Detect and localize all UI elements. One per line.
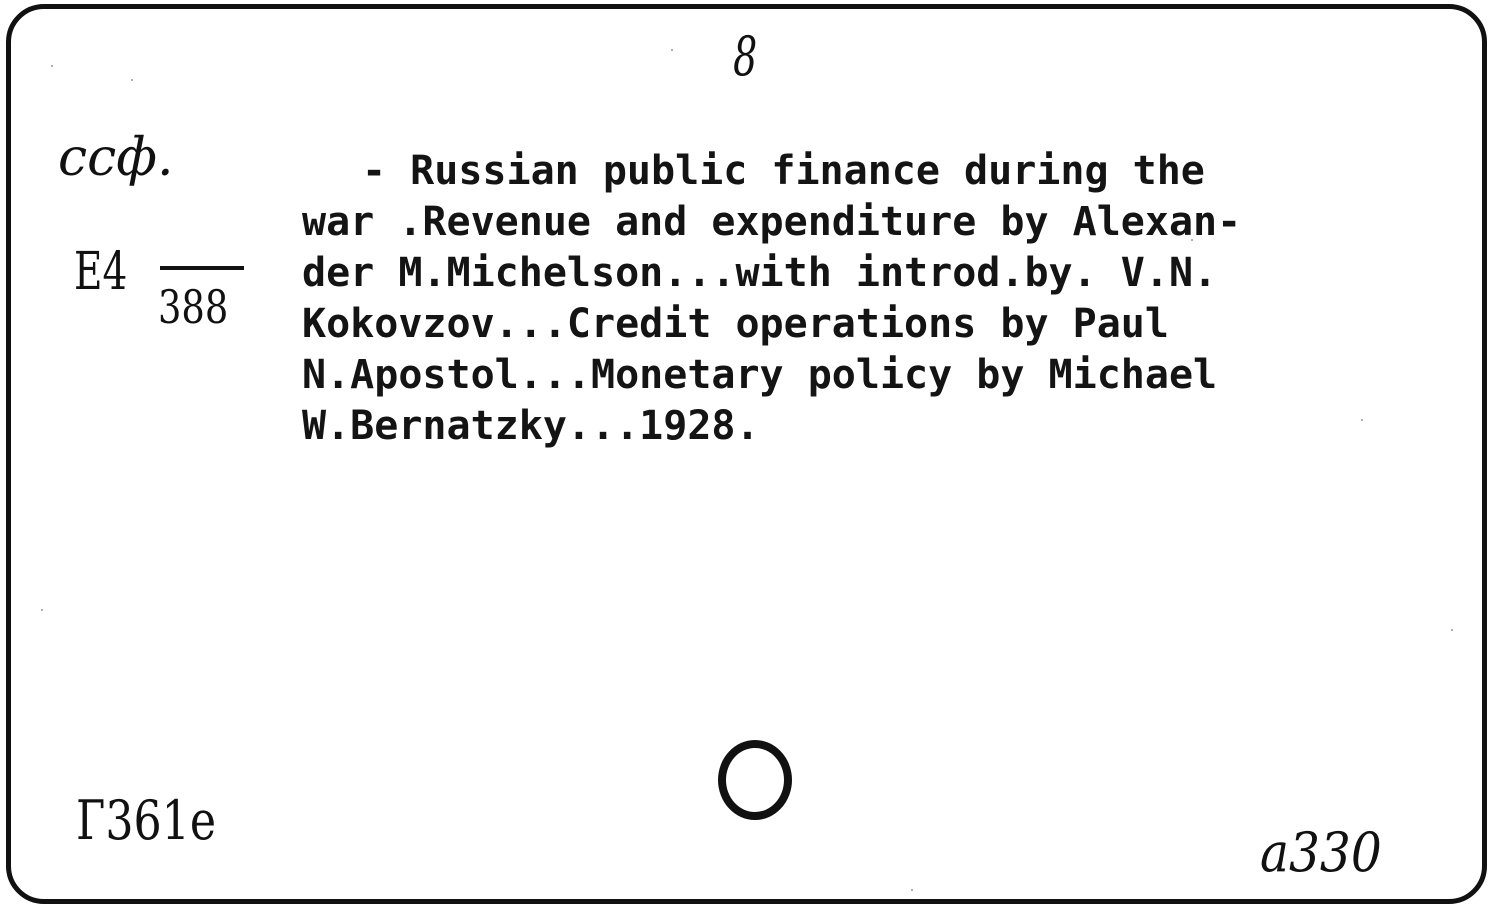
catalog-entry-text: [302, 146, 1241, 452]
entry-line: war .Revenue and expenditure by Alexan-: [302, 199, 1242, 245]
shelf-mark-number: 388: [158, 280, 229, 334]
paper-speck: [1451, 629, 1453, 631]
paper-speck: [911, 889, 913, 891]
inventory-number-left: Г361е: [76, 789, 217, 852]
entry-line: W.Bernatzky...1928.: [302, 403, 760, 449]
shelf-mark-rule: [160, 266, 244, 270]
entry-line: Kokovzov...Credit operations by Paul: [302, 301, 1169, 347]
shelf-mark-prefix: ccф.: [58, 128, 174, 188]
paper-speck: [131, 79, 133, 81]
paper-speck: [1361, 419, 1363, 421]
shelf-mark-class: E4: [74, 242, 128, 302]
card-number: 8: [733, 25, 758, 88]
entry-line: der M.Michelson...with introd.by. V.N.: [302, 250, 1218, 296]
paper-speck: [671, 49, 673, 51]
paper-speck: [51, 65, 53, 67]
entry-line: - Russian public finance during the: [362, 148, 1205, 194]
inventory-number-right: а330: [1260, 821, 1382, 884]
paper-speck: [41, 609, 43, 611]
entry-line: N.Apostol...Monetary policy by Michael: [302, 352, 1218, 398]
punch-hole: [718, 740, 792, 820]
